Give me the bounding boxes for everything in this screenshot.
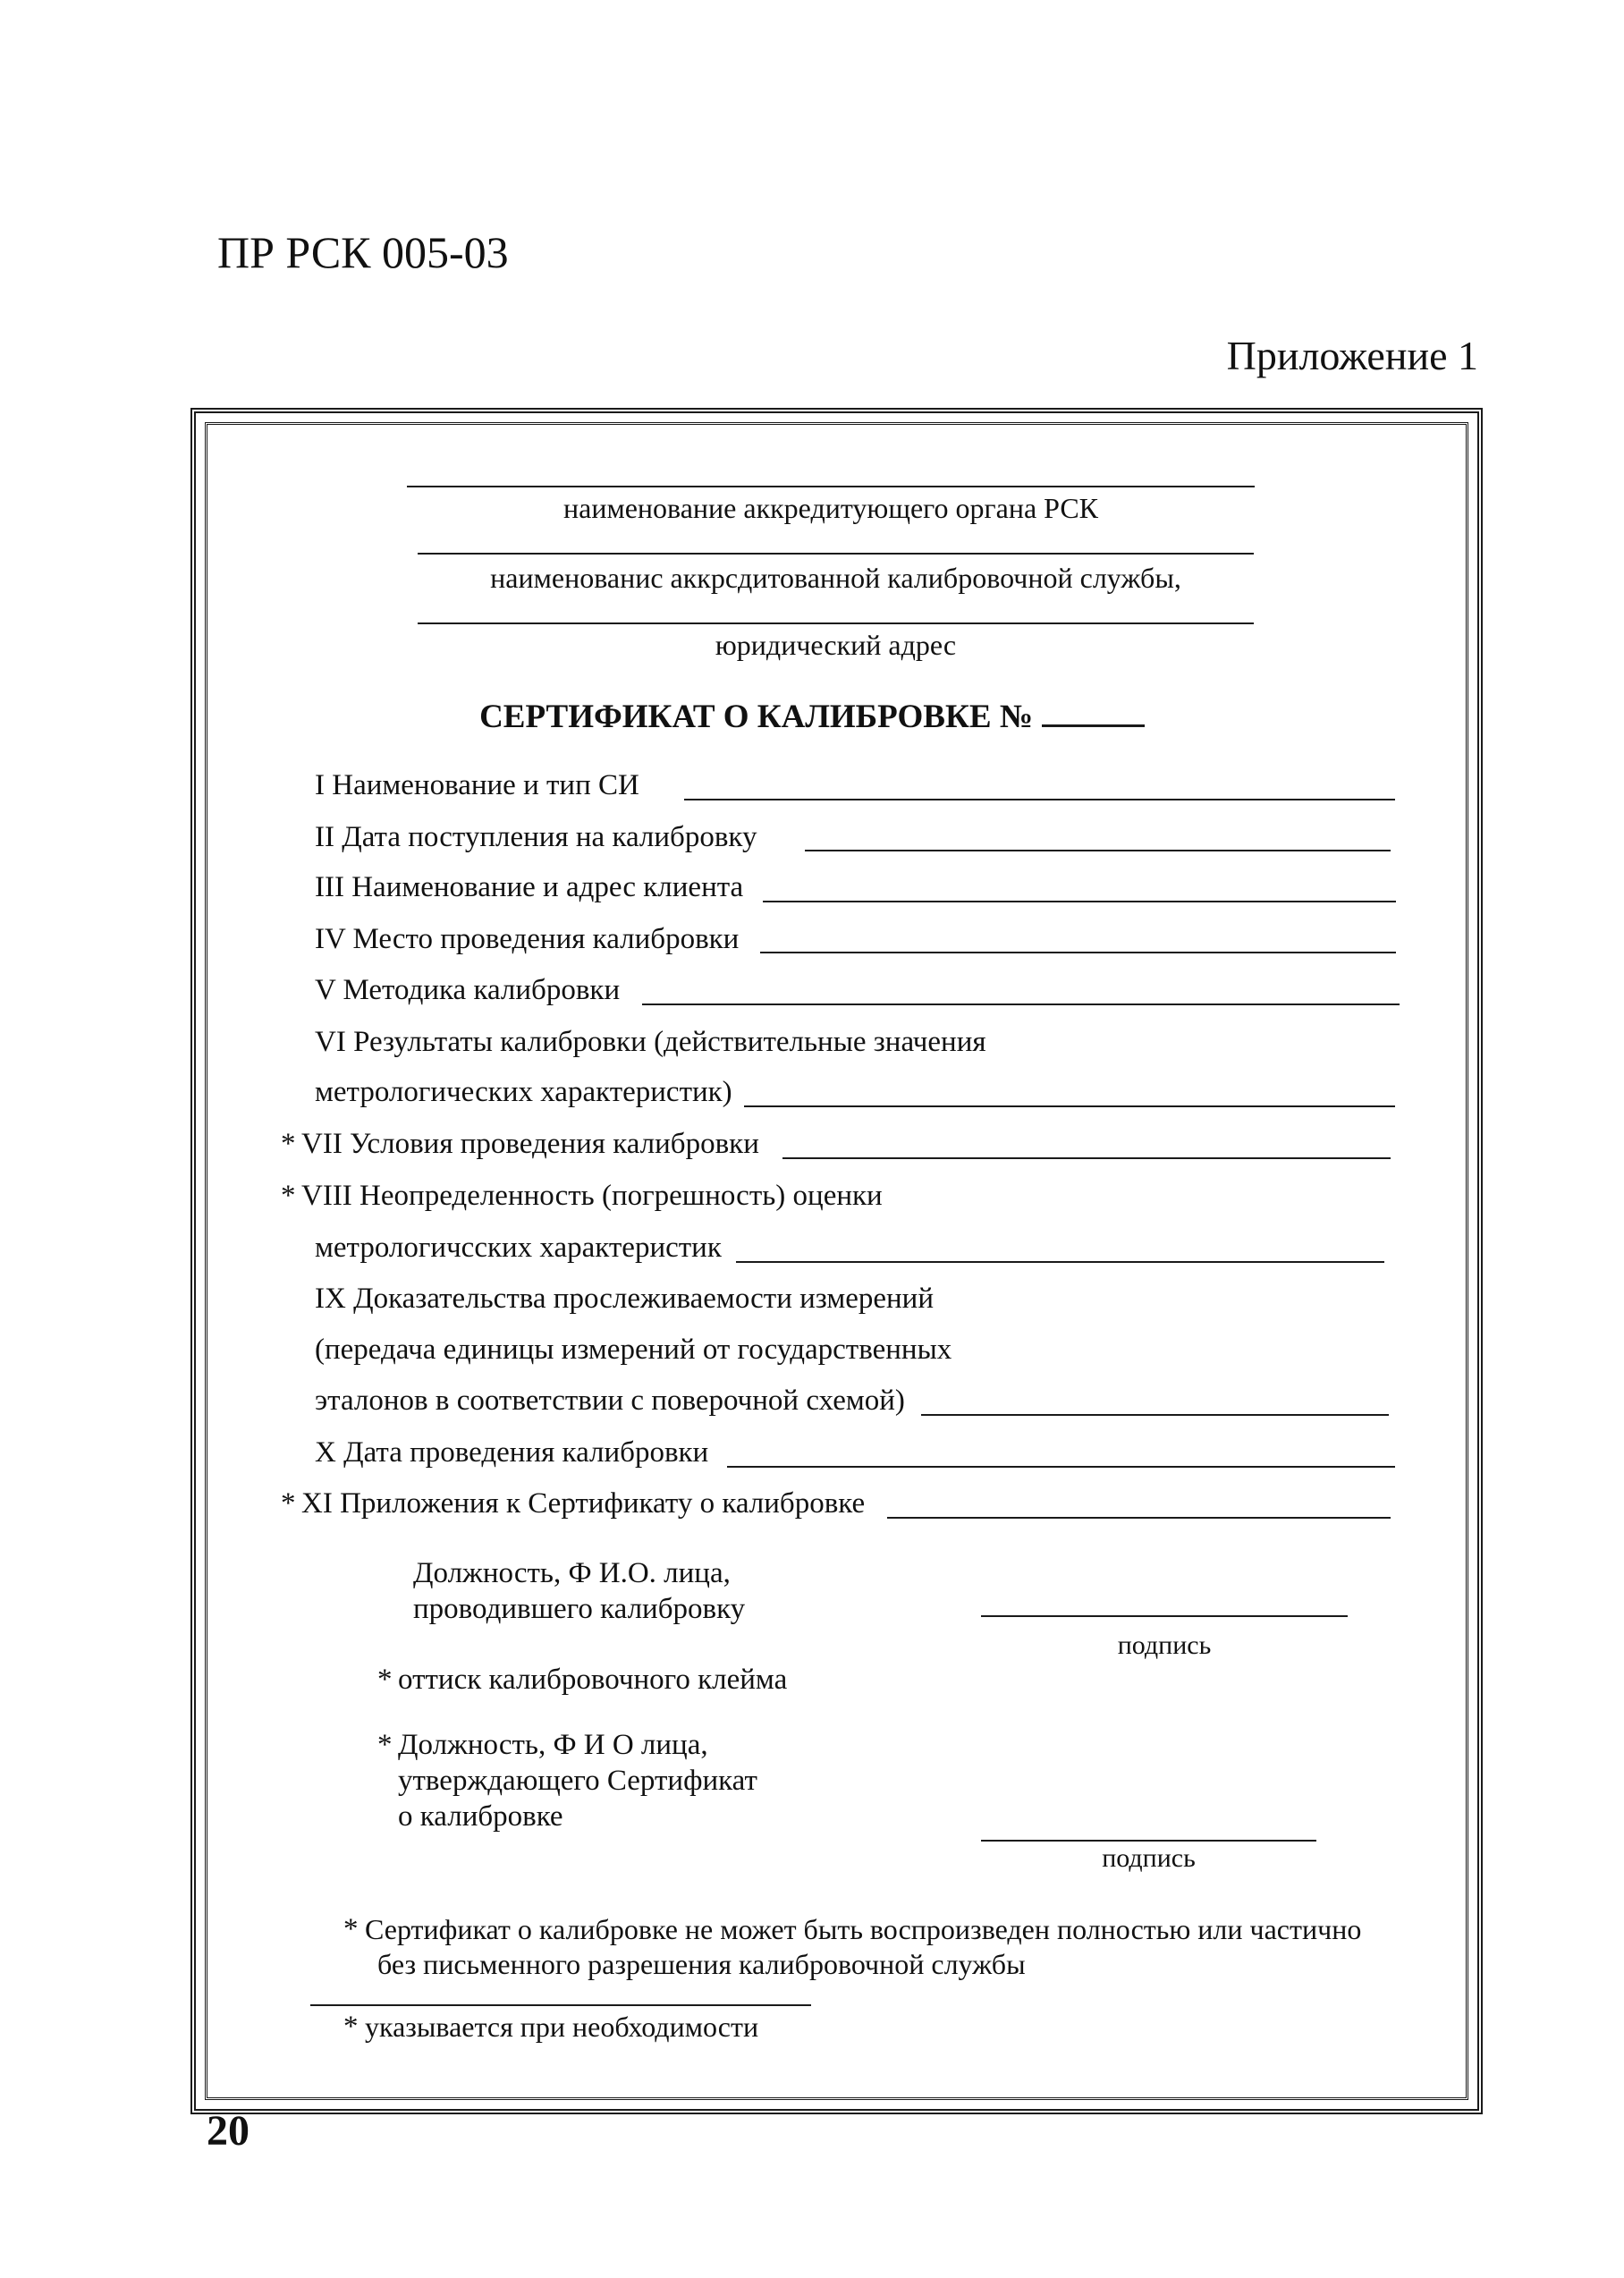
item-receipt-date: II Дата поступления на калибровку <box>315 821 757 853</box>
asterisk-mark: * <box>377 1664 393 1696</box>
asterisk-mark: * <box>281 1180 296 1212</box>
item-instrument-name-line <box>684 799 1395 800</box>
certificate-number-line <box>1042 696 1145 727</box>
signer2-role: утверждающего Сертификат <box>398 1765 757 1797</box>
item-conditions-line <box>782 1157 1391 1159</box>
asterisk-mark: * <box>281 1487 296 1520</box>
item-client: III Наименование и адрес клиента <box>315 871 744 903</box>
certificate-title: СЕРТИФИКАТ О КАЛИБРОВКЕ № <box>0 696 1624 738</box>
legal-address-caption: юридический адрес <box>715 629 957 661</box>
accrediting-body-line <box>407 486 1255 487</box>
item-attachments-line <box>887 1517 1391 1519</box>
item-traceability-line <box>921 1414 1389 1416</box>
item-traceability-cont1: (передача единицы измерений от государственных <box>315 1334 952 1366</box>
signer2-signature-line <box>981 1840 1316 1842</box>
page-number: 20 <box>207 2107 250 2155</box>
item-receipt-date-line <box>805 850 1391 851</box>
calibration-service-caption: наименованис аккрсдитованной калибровочной службы, <box>490 562 1181 594</box>
legal-address-line <box>418 622 1254 624</box>
item-instrument-name: I Наименование и тип СИ <box>315 769 639 801</box>
signer1-signature-line <box>981 1615 1348 1617</box>
item-results-line <box>744 1105 1395 1107</box>
reproduction-note: Сертификат о калибровке не может быть воспроизведен полностью или частично <box>365 1913 1362 1945</box>
item-traceability-cont2: эталонов в соответствии с поверочной схемой) <box>315 1385 905 1417</box>
item-attachments: XI Приложения к Сертификату о калибровке <box>301 1487 866 1520</box>
accrediting-body-caption: наименование аккредитующего органа РСК <box>562 492 1099 524</box>
asterisk-mark: * <box>377 1729 393 1761</box>
item-uncertainty-line <box>736 1261 1384 1263</box>
asterisk-mark: * <box>343 1913 359 1945</box>
calibration-stamp-note: оттиск калибровочного клейма <box>398 1664 788 1696</box>
appendix-label: Приложение 1 <box>1226 333 1478 378</box>
item-results: VI Результаты калибровки (действительные значения <box>315 1026 986 1058</box>
item-uncertainty-cont: метрологичсских характеристик <box>315 1232 722 1264</box>
signer2-signature-caption: подпись <box>1102 1843 1196 1873</box>
signer1-signature-caption: подпись <box>1117 1630 1212 1660</box>
asterisk-mark: * <box>343 2011 359 2043</box>
signer1-role: проводившего калибровку <box>413 1593 746 1625</box>
signer1-position: Должность, Ф И.О. лица, <box>413 1557 731 1589</box>
item-method-line <box>642 1004 1400 1005</box>
document-code: ПР РСК 005-03 <box>217 227 509 277</box>
item-results-cont: метрологических характеристик) <box>315 1076 732 1108</box>
footnote-separator <box>310 2004 811 2006</box>
asterisk-mark: * <box>281 1128 296 1160</box>
item-uncertainty: VIII Неопределенность (погрешность) оценки <box>301 1180 883 1212</box>
signer2-role-cont: о калибровке <box>398 1800 563 1833</box>
footnote-text: указывается при необходимости <box>365 2011 759 2043</box>
item-conditions: VII Условия проведения калибровки <box>301 1128 759 1160</box>
item-location: IV Место проведения калибровки <box>315 923 740 955</box>
reproduction-note-cont: без письменного разрешения калибровочной службы <box>377 1948 1026 1980</box>
item-traceability: IX Доказательства прослеживаемости измерений <box>315 1283 935 1315</box>
item-calibration-date-line <box>727 1466 1395 1468</box>
item-location-line <box>760 952 1396 953</box>
calibration-service-line <box>418 553 1254 555</box>
item-client-line <box>763 901 1396 902</box>
item-calibration-date: X Дата проведения калибровки <box>315 1436 709 1469</box>
item-method: V Методика калибровки <box>315 974 621 1006</box>
signer2-position: Должность, Ф И О лица, <box>398 1729 708 1761</box>
